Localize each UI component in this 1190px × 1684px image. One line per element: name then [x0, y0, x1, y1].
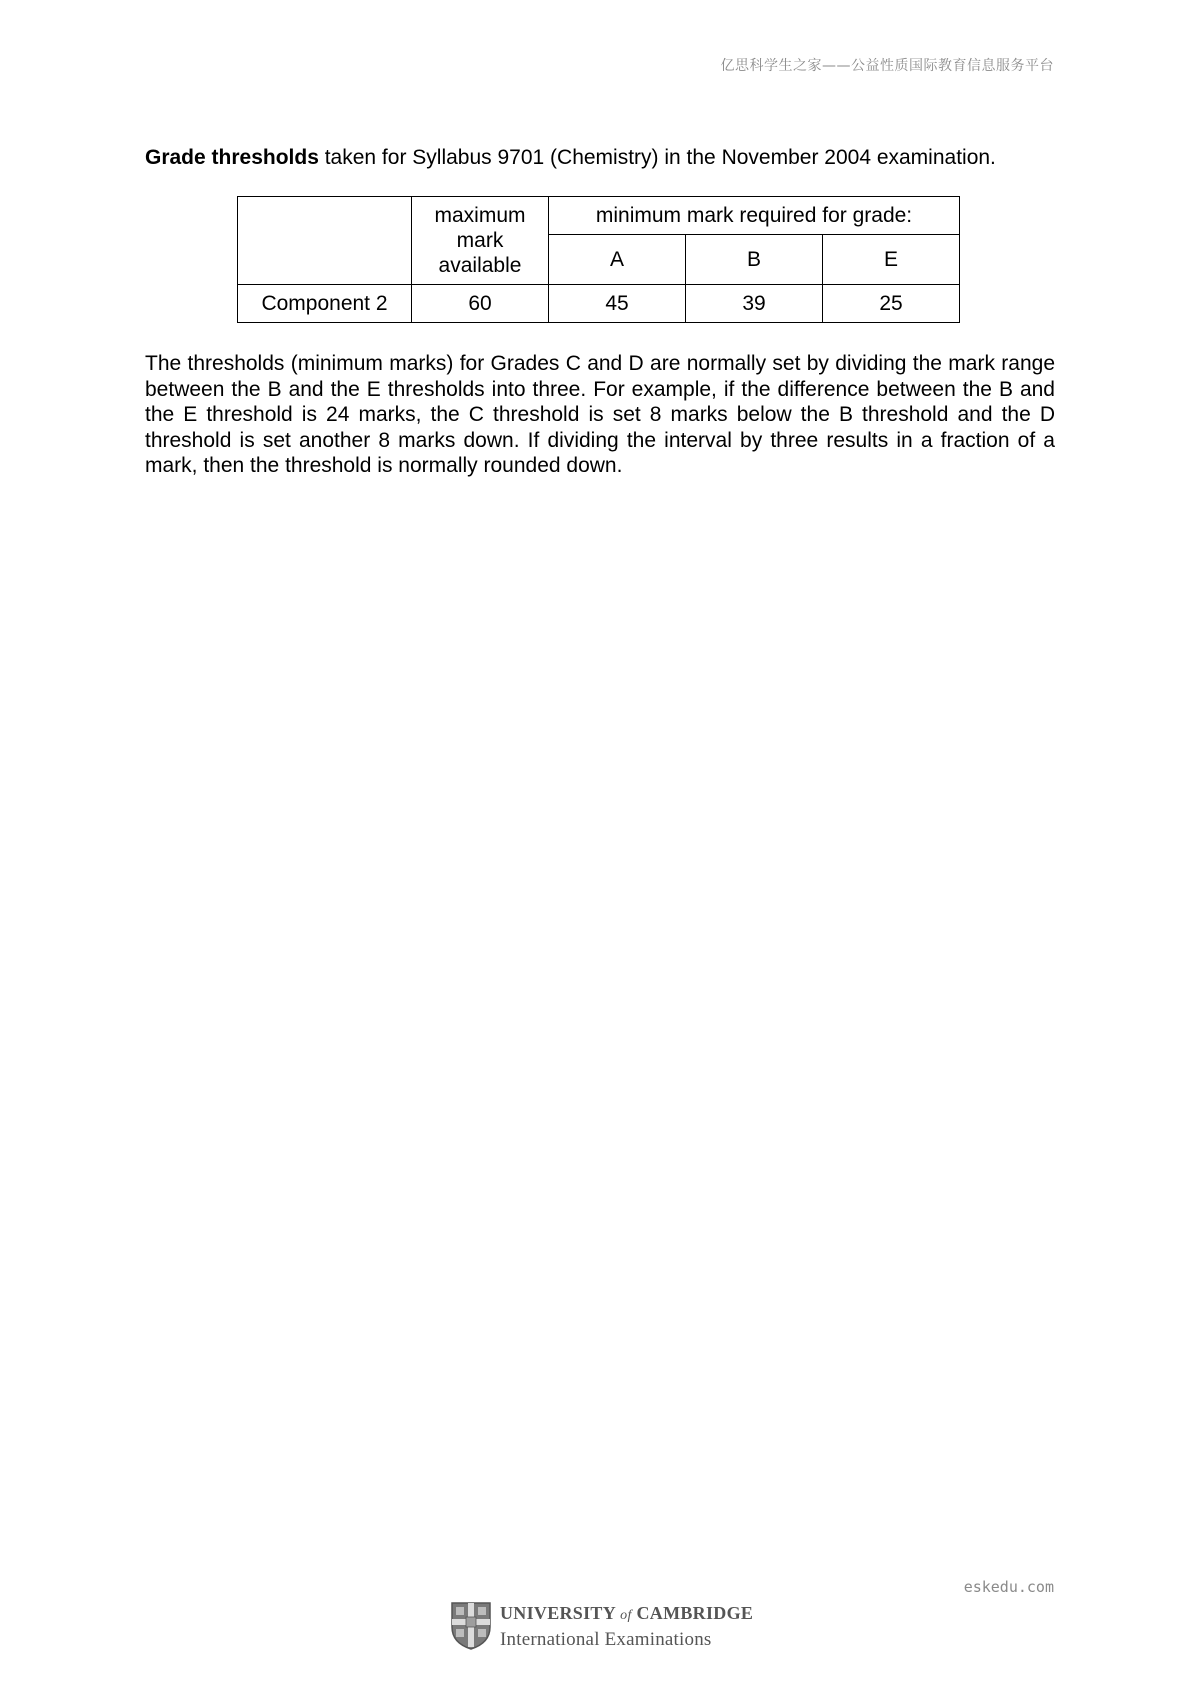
grade-e-value: 25 [823, 285, 960, 323]
thresholds-explanation: The thresholds (minimum marks) for Grades C and D are normally set by dividing the mark range between the B and the E thresholds into three. For example, if the difference between the B and the E threshold is 24 marks, the C threshold is set 8 marks below the B threshold and the D threshold is set another 8 marks down. If dividing the interval by three results in a fraction of a mark, then the threshold is normally rounded down. [145, 352, 1055, 478]
table-empty-header-cell [238, 197, 412, 285]
intro-rest: taken for Syllabus 9701 (Chemistry) in the November 2004 examination. [318, 146, 996, 169]
grade-a-value: 45 [549, 285, 686, 323]
max-header-line: maximum [434, 204, 526, 227]
max-mark-value: 60 [412, 285, 549, 323]
header-watermark: 亿思科学生之家——公益性质国际教育信息服务平台 [720, 58, 1054, 74]
grade-b-value: 39 [686, 285, 823, 323]
min-mark-header: minimum mark required for grade: [549, 197, 960, 235]
grade-header-b: B [686, 235, 823, 285]
logo-line-examinations: International Examinations [500, 1628, 712, 1650]
max-header-line: mark [456, 229, 504, 252]
grade-header-e: E [823, 235, 960, 285]
grade-thresholds-table [237, 196, 960, 323]
intro-bold: Grade thresholds [145, 146, 319, 169]
logo-line-university: UNIVERSITY of CAMBRIDGE [500, 1602, 754, 1623]
table-row [238, 285, 960, 323]
crest-icon [450, 1601, 492, 1651]
intro-sentence [145, 146, 1055, 170]
component-label: Component 2 [238, 285, 412, 323]
cambridge-logo [450, 1600, 753, 1652]
max-header-line: available [438, 254, 522, 277]
max-mark-header [412, 197, 549, 285]
grade-header-a: A [549, 235, 686, 285]
footer-watermark: eskedu.com [963, 1578, 1054, 1596]
